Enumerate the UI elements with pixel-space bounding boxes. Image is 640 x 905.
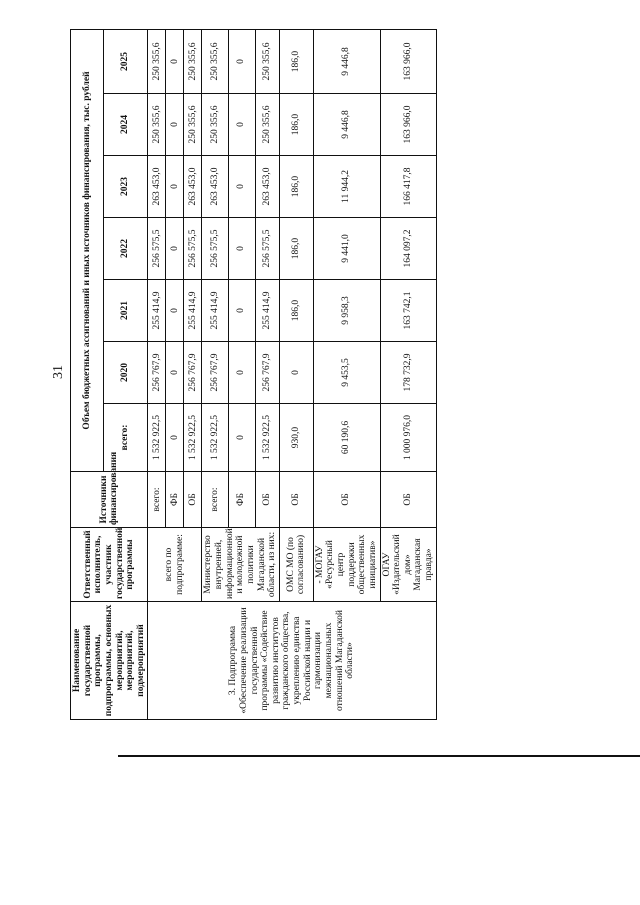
value-cell: 0 — [166, 342, 184, 404]
header-year: 2025 — [103, 29, 148, 93]
executor-cell: всего по подпрограмме: — [148, 528, 202, 602]
executor-cell: Министерство внутренней, информационной и молодежной политики Магаданской области, из них: — [202, 528, 279, 602]
executor-cell: - МОГАУ «Ресурсный центр поддержки общественных инициатив» — [313, 528, 380, 602]
value-cell: 60 190,6 — [313, 404, 380, 472]
value-cell: 0 — [228, 280, 255, 342]
header-executor: Ответственный исполнитель, участник государственной программы — [71, 528, 148, 602]
value-cell: 166 417,8 — [380, 156, 436, 218]
program-name: 3. Подпрограмма «Обеспечение реализации государственной программы «Содействие развитию институтов гражданского общества, укреплению единства Российской нации и гармонизации межнациональных отношений Магаданской области» — [148, 602, 436, 720]
source-cell: всего: — [202, 472, 229, 528]
value-cell: 0 — [228, 218, 255, 280]
value-cell: 0 — [228, 342, 255, 404]
value-cell: 186,0 — [279, 280, 313, 342]
value-cell: 256 575,5 — [184, 218, 202, 280]
value-cell: 0 — [228, 94, 255, 156]
value-cell: 256 575,5 — [255, 218, 279, 280]
value-cell: 163 742,1 — [380, 280, 436, 342]
source-cell: ФБ — [228, 472, 255, 528]
header-year: 2024 — [103, 94, 148, 156]
value-cell: 255 414,9 — [148, 280, 166, 342]
value-cell: 250 355,6 — [255, 94, 279, 156]
value-cell: 256 767,9 — [255, 342, 279, 404]
header-year: 2023 — [103, 156, 148, 218]
value-cell: 250 355,6 — [184, 94, 202, 156]
value-cell: 163 966,0 — [380, 94, 436, 156]
value-cell: 255 414,9 — [255, 280, 279, 342]
header-year: всего: — [103, 404, 148, 472]
value-cell: 163 966,0 — [380, 29, 436, 93]
value-cell: 9 453,5 — [313, 342, 380, 404]
value-cell: 1 532 922,5 — [148, 404, 166, 472]
header-year: 2020 — [103, 342, 148, 404]
source-cell: ФБ — [166, 472, 184, 528]
value-cell: 164 097,2 — [380, 218, 436, 280]
value-cell: 9 958,3 — [313, 280, 380, 342]
value-cell: 0 — [166, 29, 184, 93]
source-cell: ОБ — [279, 472, 313, 528]
value-cell: 0 — [166, 156, 184, 218]
value-cell: 0 — [166, 94, 184, 156]
value-cell: 186,0 — [279, 218, 313, 280]
value-cell: 250 355,6 — [148, 94, 166, 156]
table-row — [148, 29, 166, 719]
header-program: Наименование государственной программы, подпрограммы, основных мероприятий, мероприятий, подмероприятий — [71, 602, 148, 720]
header-source: Источники финансирования — [71, 472, 148, 528]
value-cell: 1 532 922,5 — [184, 404, 202, 472]
value-cell: 1 532 922,5 — [202, 404, 229, 472]
executor-cell: ОМС МО (по согласованию) — [279, 528, 313, 602]
value-cell: 255 414,9 — [184, 280, 202, 342]
value-cell: 0 — [228, 156, 255, 218]
value-cell: 250 355,6 — [148, 29, 166, 93]
funding-table — [70, 29, 437, 720]
value-cell: 186,0 — [279, 156, 313, 218]
value-cell: 9 446,8 — [313, 94, 380, 156]
value-cell: 250 355,6 — [202, 29, 229, 93]
value-cell: 263 453,0 — [184, 156, 202, 218]
value-cell: 256 767,9 — [202, 342, 229, 404]
value-cell: 263 453,0 — [255, 156, 279, 218]
value-cell: 250 355,6 — [184, 29, 202, 93]
value-cell: 256 575,5 — [148, 218, 166, 280]
value-cell: 255 414,9 — [202, 280, 229, 342]
value-cell: 1 532 922,5 — [255, 404, 279, 472]
value-cell: 263 453,0 — [202, 156, 229, 218]
header-year: 2022 — [103, 218, 148, 280]
value-cell: 0 — [166, 218, 184, 280]
value-cell: 1 000 976,0 — [380, 404, 436, 472]
value-cell: 0 — [228, 29, 255, 93]
value-cell: 250 355,6 — [202, 94, 229, 156]
value-cell: 256 767,9 — [184, 342, 202, 404]
value-cell: 178 732,9 — [380, 342, 436, 404]
value-cell: 256 575,5 — [202, 218, 229, 280]
value-cell: 0 — [228, 404, 255, 472]
source-cell: всего: — [148, 472, 166, 528]
value-cell: 186,0 — [279, 94, 313, 156]
value-cell: 0 — [279, 342, 313, 404]
rotated-table-wrapper — [70, 30, 434, 720]
page-number: 31 — [51, 365, 66, 379]
source-cell: ОБ — [184, 472, 202, 528]
value-cell: 0 — [166, 280, 184, 342]
header-year: 2021 — [103, 280, 148, 342]
source-cell: ОБ — [380, 472, 436, 528]
value-cell: 263 453,0 — [148, 156, 166, 218]
value-cell: 9 441,0 — [313, 218, 380, 280]
value-cell: 11 944,2 — [313, 156, 380, 218]
value-cell: 930,0 — [279, 404, 313, 472]
header-funding: Объем бюджетных ассигнований и иных источников финансирования, тыс. рублей — [71, 29, 104, 471]
value-cell: 9 446,8 — [313, 29, 380, 93]
source-cell: ОБ — [255, 472, 279, 528]
value-cell: 0 — [166, 404, 184, 472]
value-cell: 250 355,6 — [255, 29, 279, 93]
source-cell: ОБ — [313, 472, 380, 528]
value-cell: 256 767,9 — [148, 342, 166, 404]
executor-cell: ОГАУ «Издательский дом» Магаданская правда» — [380, 528, 436, 602]
value-cell: 186,0 — [279, 29, 313, 93]
horizontal-divider — [118, 755, 640, 757]
